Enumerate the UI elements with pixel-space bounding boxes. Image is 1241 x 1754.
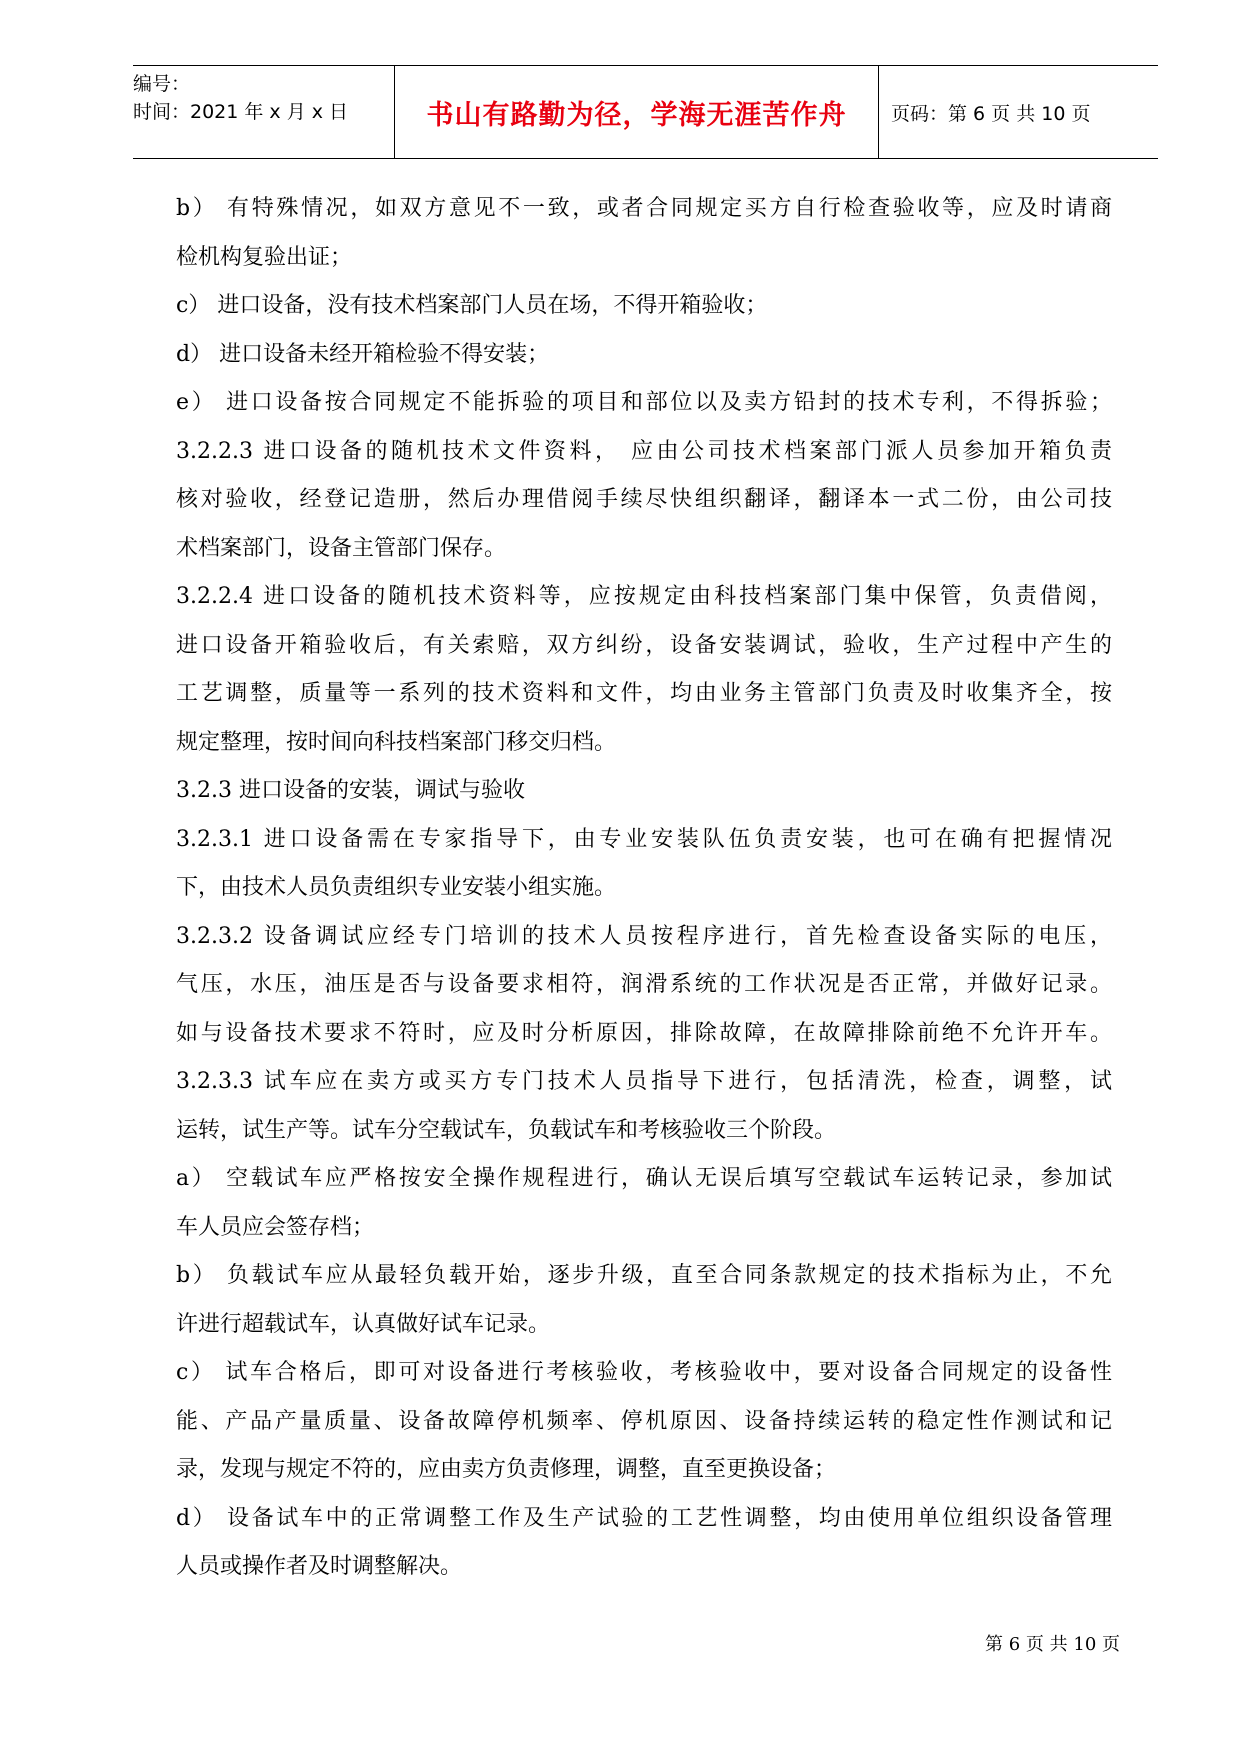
text-line: c） 进口设备，没有技术档案部门人员在场，不得开箱验收；: [176, 293, 768, 318]
text-line: 进口设备开箱验收后，有关索赔，双方纠纷，设备安装调试，验收，生产过程中产生的: [176, 632, 1112, 658]
text-line: 工艺调整，质量等一系列的技术资料和文件，均由业务主管部门负责及时收集齐全，按: [176, 681, 1112, 706]
text-line: 能、产品产量质量、设备故障停机频率、停机原因、设备持续运转的稳定性作测试和记: [176, 1408, 1112, 1434]
page-header: [133, 65, 1158, 159]
header-meta: [133, 66, 395, 158]
text-line: b） 负载试车应从最轻负载开始，逐步升级，直至合同条款规定的技术指标为止，不允: [176, 1263, 1112, 1288]
number-label: 编号：: [133, 73, 191, 95]
text-line: 下，由技术人员负责组织专业安装小组实施。: [176, 875, 617, 900]
text-line: 录，发现与规定不符的，应由卖方负责修理，调整，直至更换设备；: [176, 1457, 837, 1482]
text-line: a） 空载试车应严格按安全操作规程进行，确认无误后填写空载试车运转记录，参加试: [176, 1166, 1112, 1191]
text-line: 3.2.2.3 进口设备的随机技术文件资料， 应由公司技术档案部门派人员参加开箱负责: [176, 438, 1112, 464]
text-line: c） 试车合格后，即可对设备进行考核验收，考核验收中，要对设备合同规定的设备性: [176, 1360, 1112, 1385]
text-line: d） 设备试车中的正常调整工作及生产试验的工艺性调整，均由使用单位组织设备管理: [176, 1505, 1112, 1531]
page-code: 页码：第 6 页 共 10 页: [891, 102, 1091, 125]
text-line: 运转，试生产等。试车分空载试车，负载试车和考核验收三个阶段。: [176, 1117, 837, 1143]
text-line: 检机构复验出证；: [176, 244, 353, 270]
motto: 书山有路勤为径，学海无涯苦作舟: [426, 99, 847, 131]
header-motto-cell: [395, 66, 879, 158]
document-body: [176, 185, 1112, 1592]
text-line: 如与设备技术要求不符时，应及时分析原因，排除故障，在故障排除前绝不允许开车。: [176, 1020, 1112, 1046]
text-line: 3.2.3.1 进口设备需在专家指导下，由专业安装队伍负责安装，也可在确有把握情况: [176, 826, 1112, 852]
text-line: 术档案部门，设备主管部门保存。: [176, 535, 507, 561]
text-line: 许进行超载试车，认真做好试车记录。: [176, 1311, 551, 1337]
text-line: d） 进口设备未经开箱检验不得安装；: [176, 341, 550, 367]
text-line: 3.2.3 进口设备的安装，调试与验收: [176, 778, 525, 803]
page-footer: 第 6 页 共 10 页: [985, 1634, 1120, 1655]
text-line: 人员或操作者及时调整解决。: [176, 1554, 463, 1579]
text-line: 气压，水压，油压是否与设备要求相符，润滑系统的工作状况是否正常，并做好记录。: [176, 972, 1112, 997]
text-line: b） 有特殊情况，如双方意见不一致，或者合同规定买方自行检查验收等，应及时请商: [176, 196, 1112, 221]
text-line: 车人员应会签存档；: [176, 1214, 375, 1240]
text-line: 3.2.3.3 试车应在卖方或买方专门技术人员指导下进行，包括清洗，检查，调整，试: [176, 1069, 1112, 1094]
time-label: 时间：2021 年 x 月 x 日: [133, 101, 349, 123]
text-line: 3.2.3.2 设备调试应经专门培训的技术人员按程序进行，首先检查设备实际的电压，: [176, 923, 1112, 949]
text-line: 核对验收，经登记造册，然后办理借阅手续尽快组织翻译，翻译本一式二份，由公司技: [176, 487, 1112, 512]
text-line: 3.2.2.4 进口设备的随机技术资料等，应按规定由科技档案部门集中保管，负责借阅，: [176, 584, 1112, 609]
header-page-code-cell: [879, 66, 1158, 158]
text-line: 规定整理，按时间向科技档案部门移交归档。: [176, 729, 617, 755]
text-line: e） 进口设备按合同规定不能拆验的项目和部位以及卖方铅封的技术专利，不得拆验；: [176, 390, 1112, 415]
